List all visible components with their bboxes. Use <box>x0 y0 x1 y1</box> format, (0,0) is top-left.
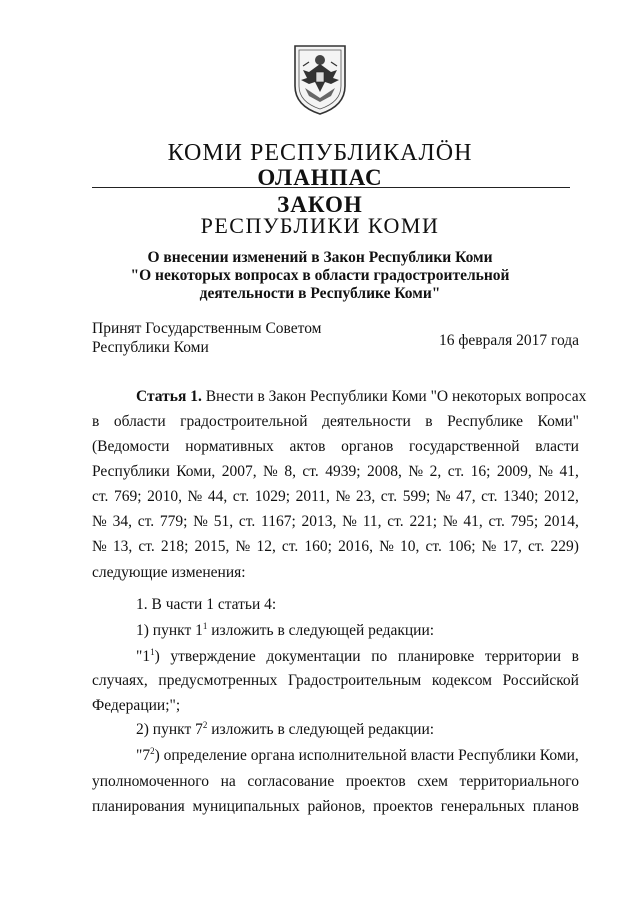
word: в <box>425 413 433 430</box>
word: 218; <box>160 538 189 555</box>
word: 779; <box>159 513 188 530</box>
word: ст. <box>92 488 109 505</box>
word: 2, <box>429 463 442 480</box>
item-2-text-b: изложить в следующей редакции: <box>207 721 435 738</box>
article-1-line-6 <box>92 513 579 531</box>
word: 2015, <box>194 538 230 555</box>
word: ст. <box>232 488 250 505</box>
word: Республике <box>447 413 524 430</box>
word: власти <box>535 438 579 455</box>
article-label: Статья 1. <box>136 388 202 405</box>
word: 41, <box>463 513 483 530</box>
word: ст. <box>387 513 404 530</box>
word: ст. <box>302 463 319 480</box>
word: 10, <box>399 538 420 555</box>
word: проектов <box>373 798 433 815</box>
word: № <box>263 463 278 480</box>
subject-line-2: "О некоторых вопросах в области градостроительной <box>130 267 510 284</box>
article-1-line-8: следующие изменения: <box>92 564 246 581</box>
subject-line-3: деятельности в Республике Коми" <box>199 285 441 302</box>
word: № <box>481 538 497 555</box>
word: № <box>335 488 351 505</box>
word: планировке <box>397 648 475 665</box>
word: Коми, <box>176 463 216 480</box>
word: 2016, <box>338 538 373 555</box>
word: 229) <box>550 538 579 555</box>
item-1-text-b: изложить в следующей редакции: <box>207 622 435 639</box>
coat-of-arms-emblem <box>291 42 349 116</box>
word: схем <box>417 773 448 790</box>
word: № <box>92 538 107 555</box>
word: на <box>220 773 236 790</box>
word: № <box>92 513 107 530</box>
word: 23, <box>355 488 376 505</box>
article-1-line-2 <box>92 413 579 431</box>
word: ст. <box>488 513 505 530</box>
word: деятельности <box>322 413 411 430</box>
header-republic-komi: РЕСПУБЛИКИ КОМИ <box>200 213 440 238</box>
word: ст. <box>528 538 545 555</box>
word: № <box>538 463 553 480</box>
word: 2012, <box>543 488 579 505</box>
word: 16; <box>470 463 491 480</box>
word: № <box>379 538 394 555</box>
word: № <box>187 488 203 505</box>
article-1-line-4 <box>92 463 579 481</box>
word: ст. <box>137 513 155 530</box>
word: № <box>442 513 458 530</box>
adoption-date: 16 февраля 2017 года <box>439 332 580 349</box>
item-1-text-a: 1) пункт 1 <box>136 622 203 639</box>
article-text: Внести в Закон Республики Коми "О некоторых вопросах <box>205 388 587 405</box>
quote-1-line-1 <box>136 648 579 666</box>
quote-1-lead: "$1^1$) <box>136 647 160 665</box>
quote-1-open: "1 <box>136 648 151 665</box>
article-1-line-3 <box>92 438 579 456</box>
item-1-sup: 1 <box>202 621 208 631</box>
quote-2-text: ) определение органа исполнительной власти Республики Коми, <box>154 747 579 764</box>
word: муниципальных <box>192 798 300 815</box>
header-divider <box>92 187 570 188</box>
word: 2014, <box>543 513 579 530</box>
word: ст. <box>425 538 442 555</box>
word: 47, <box>456 488 476 505</box>
article-1-line-5 <box>92 488 579 506</box>
word: территории <box>484 648 561 665</box>
word: ст. <box>447 463 465 480</box>
word: Коми" <box>537 413 579 430</box>
word: 599; <box>402 488 431 505</box>
word: 1029; <box>254 488 291 505</box>
article-1-line-1 <box>136 388 586 406</box>
word: 44, <box>207 488 228 505</box>
word: предусмотренных <box>158 672 278 689</box>
word: 51, <box>213 513 234 530</box>
word: Градостроительным <box>287 672 422 689</box>
word: Республики <box>92 463 170 480</box>
word: согласование <box>247 773 335 790</box>
word: 2013, <box>301 513 337 530</box>
word: Российской <box>502 672 579 689</box>
word: уполномоченного <box>92 773 209 790</box>
word: области <box>113 413 166 430</box>
word: № <box>408 463 424 480</box>
quote-2-line-3 <box>92 798 579 816</box>
quote-1-sup: 1 <box>150 647 155 657</box>
word: ст. <box>238 513 256 530</box>
word: районов, <box>307 798 366 815</box>
word: 2011, <box>295 488 330 505</box>
word: в <box>571 648 579 665</box>
word: случаях, <box>92 672 148 689</box>
word: 1340; <box>503 488 539 505</box>
word: актов <box>289 438 326 455</box>
word: 769; <box>113 488 142 505</box>
word: 160; <box>304 538 332 555</box>
word: 12, <box>256 538 276 555</box>
subject-line-1: О внесении изменений в Закон Республики Коми <box>147 249 493 266</box>
word: 2008, <box>367 463 402 480</box>
word: 221; <box>409 513 437 530</box>
word: ст. <box>380 488 398 505</box>
header-republic-komi-lang: КОМИ РЕСПУБЛИКАЛӦН <box>167 140 473 166</box>
quote-2-line-2 <box>92 773 579 791</box>
word: 1167; <box>261 513 296 530</box>
adoption-line-1: Принят Государственным Советом <box>92 320 322 337</box>
word: генеральных <box>440 798 525 815</box>
quote-2-open: "7 <box>136 747 151 764</box>
word: 4939; <box>325 463 361 480</box>
word: (Ведомости <box>92 438 170 455</box>
word: 13, <box>112 538 133 555</box>
word: в <box>92 413 100 430</box>
word: кодексом <box>431 672 492 689</box>
word: № <box>342 513 357 530</box>
word: 34, <box>112 513 132 530</box>
header-olanpas: ОЛАНПАС <box>257 165 383 190</box>
word: по <box>371 648 388 665</box>
word: органов <box>341 438 394 455</box>
word: планов <box>532 798 579 815</box>
word: ст. <box>138 538 155 555</box>
word: 17, <box>502 538 522 555</box>
adoption-line-2: Республики Коми <box>92 339 209 356</box>
word: ст. <box>281 538 299 555</box>
word: 795; <box>510 513 539 530</box>
item-2-heading <box>136 721 434 739</box>
word: 2010, <box>147 488 182 505</box>
item-2-text-a: 2) пункт 7 <box>136 721 203 738</box>
word: 2007, <box>221 463 257 480</box>
word: 41, <box>559 463 579 480</box>
quote-2-sup: 2 <box>150 746 155 756</box>
word: градостроительной <box>180 413 308 430</box>
quote-1-line-2 <box>92 672 579 690</box>
word: проектов <box>345 773 406 790</box>
word: документации <box>266 648 361 665</box>
word: планирования <box>92 798 185 815</box>
word: ст. <box>481 488 498 505</box>
word: 2009, <box>496 463 532 480</box>
quote-2-line-1 <box>136 747 579 765</box>
word: 11, <box>362 513 382 530</box>
word: утверждение <box>170 648 256 665</box>
item-2-sup: 2 <box>202 720 208 730</box>
article-1-line-7 <box>92 538 579 556</box>
word: № <box>435 488 451 505</box>
word: № <box>193 513 208 530</box>
word: № <box>235 538 251 555</box>
word: государственной <box>409 438 520 455</box>
word: 8, <box>284 463 296 480</box>
quote-1-line-3: Федерации;"; <box>92 697 181 714</box>
header-zakon: ЗАКОН <box>277 192 363 217</box>
word: нормативных <box>185 438 274 455</box>
item-1-heading <box>136 622 434 640</box>
part-1-heading: 1. В части 1 статьи 4: <box>136 596 277 613</box>
word: территориального <box>459 773 579 790</box>
word: 106; <box>447 538 476 555</box>
